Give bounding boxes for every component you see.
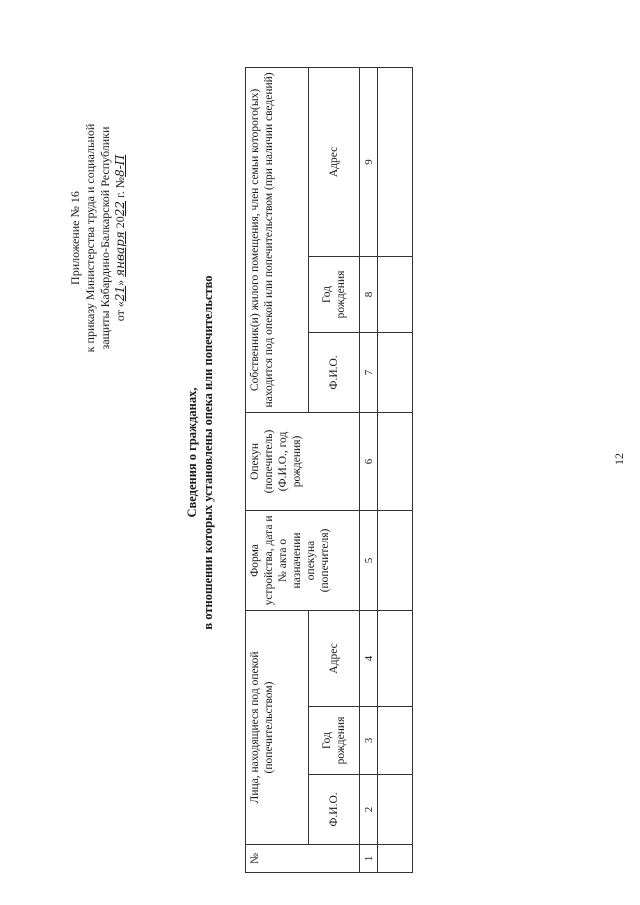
col-number: 8 [360,256,378,332]
page-number: 12 [612,453,626,465]
header-no: № [246,845,360,873]
date-suffix: г. № [113,176,127,201]
header-owner-birth: Год рождения [309,256,360,332]
col-number: 5 [360,510,378,610]
empty-cell [378,510,413,610]
date-year: 22 [113,200,127,217]
appendix-line-2: к приказу Министерства труда и социальной [83,123,97,353]
empty-cell [378,67,413,256]
guardianship-table [245,67,413,873]
appendix-date-line [113,58,128,418]
empty-cell [378,707,413,775]
date-month: января [113,231,127,277]
empty-cell [378,845,413,873]
header-owner-fio: Ф.И.О. [309,332,360,412]
header-ward-address: Адрес [309,610,360,706]
col-number: 1 [360,845,378,873]
header-wards-group: Лица, находящиеся под опекой (попечительством) [246,610,309,844]
header-ward-fio: Ф.И.О. [309,775,360,845]
col-number: 3 [360,707,378,775]
col-number: 7 [360,332,378,412]
empty-cell [378,412,413,510]
header-form: Форма устройства, дата и № акта о назначении опекуна (попечителя) [246,510,360,610]
col-number: 9 [360,67,378,256]
empty-cell [378,256,413,332]
document-title: Сведения о гражданах, [185,387,199,518]
empty-data-row [378,67,413,872]
col-number: 6 [360,412,378,510]
appendix-line-3: защиты Кабардино-Балкарской Республики [98,126,112,350]
appendix-header [68,58,128,418]
document-subtitle: в отношении которых установлены опека или попечительство [201,275,215,630]
date-day: 21 [113,285,127,302]
empty-cell [378,610,413,706]
date-mid: » [113,276,127,286]
column-number-row [360,67,378,872]
header-owners-group: Собственник(и) жилого помещения, член семьи которого(ых) находится под опекой или попечительством (при наличии сведений) [246,67,309,412]
date-year-prefix: 20 [113,216,127,232]
doc-number: 8-П [113,154,127,177]
col-number: 4 [360,610,378,706]
appendix-line-1: Приложение № 16 [68,191,82,285]
header-ward-birth: Год рождения [309,707,360,775]
header-row-1 [246,67,309,872]
empty-cell [378,775,413,845]
date-prefix: от « [113,301,127,322]
header-guardian: Опекун (попечитель) (Ф.И.О., год рождения) [246,412,360,510]
col-number: 2 [360,775,378,845]
empty-cell [378,332,413,412]
header-owner-address: Адрес [309,67,360,256]
